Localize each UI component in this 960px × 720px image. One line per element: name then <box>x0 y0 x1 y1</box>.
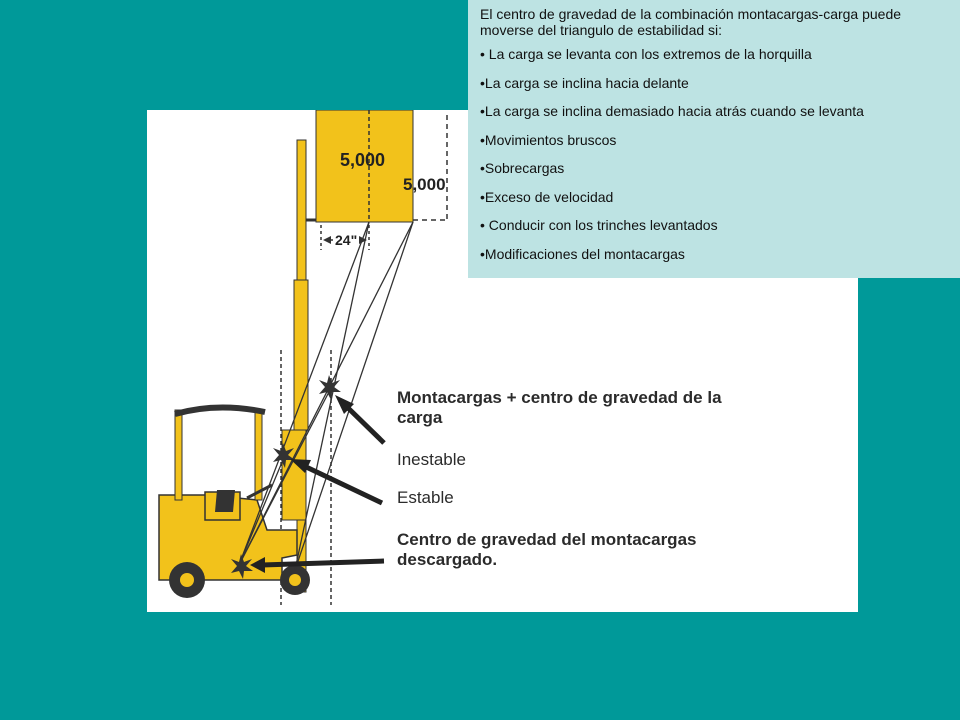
info-list-item: • La carga se levanta con los extremos de la horquilla <box>480 46 812 62</box>
info-list-item: •Sobrecargas <box>480 160 565 176</box>
info-list-item: •Modificaciones del montacargas <box>480 245 685 262</box>
arrow-unstable <box>335 395 384 443</box>
info-list-item: •Movimientos bruscos <box>480 131 617 148</box>
info-list-item: •Exceso de velocidad <box>480 188 614 205</box>
info-box-title: El centro de gravedad de la combinación montacargas-carga puede moverse del triangulo de estabilidad si: <box>480 6 902 38</box>
label-combined-cog: Montacargas + centro de gravedad de la carga <box>397 388 722 427</box>
stability-lines <box>239 222 413 570</box>
info-list-item: •La carga se inclina hacia delante <box>480 74 689 91</box>
offset-dimension-label: 24" <box>335 232 358 248</box>
label-unloaded-cog: Centro de gravedad del montacargas descargado. <box>397 530 697 569</box>
load-box <box>316 110 413 222</box>
cog-combined-unstable <box>319 375 341 400</box>
load-weight-main: 5,000 <box>340 150 386 170</box>
info-list-item: •La carga se inclina demasiado hacia atrás cuando se levanta <box>480 103 864 119</box>
info-list-item: • Conducir con los trinches levantados <box>480 217 718 233</box>
load-weight-offset: 5,000 <box>403 175 446 194</box>
offset-dimension <box>321 225 369 250</box>
info-box <box>468 0 960 278</box>
label-unstable: Inestable <box>397 450 466 469</box>
label-stable: Estable <box>397 488 454 507</box>
info-list <box>480 46 950 274</box>
